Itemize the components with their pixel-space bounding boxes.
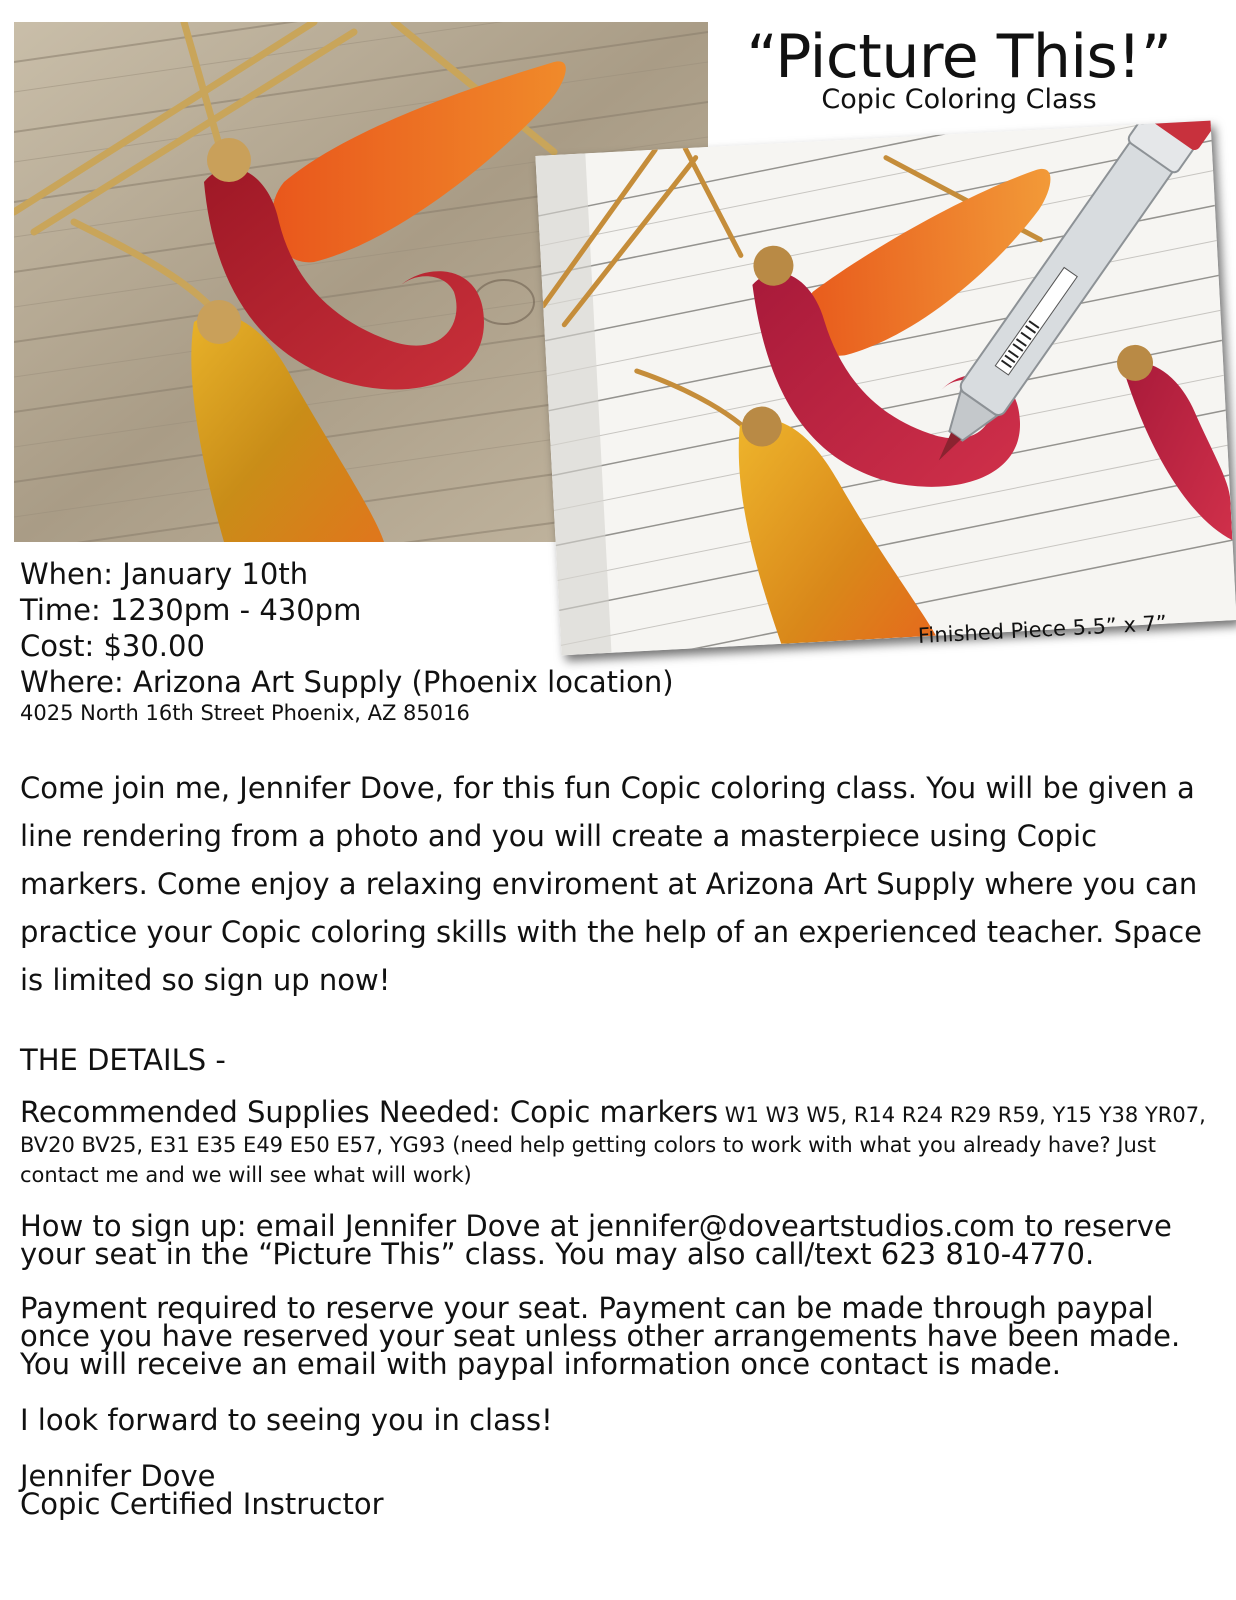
signup-paragraph: How to sign up: email Jennifer Dove at jennifer@doveartstudios.com to reserve your seat in the “Picture This” class. You may also call/text 623 810-4770. [20,1209,1172,1271]
signature-title: Copic Certified Instructor [20,1487,384,1521]
info-cost: Cost: $30.00 [20,629,205,663]
info-where: Where: Arizona Art Supply (Phoenix location) [20,665,674,699]
info-when: When: January 10th [20,557,309,591]
info-time: Time: 1230pm - 430pm [20,593,362,627]
signature-name: Jennifer Dove [20,1459,216,1493]
details-heading: THE DETAILS - [20,1043,226,1077]
signature [20,1459,1220,1521]
closing-line: I look forward to seeing you in class! [20,1403,553,1437]
page-subtitle: Copic Coloring Class [821,84,1097,115]
page-title: “Picture This!” [746,22,1172,92]
payment-paragraph: Payment required to reserve your seat. Payment can be made through paypal once you have reserved your seat unless other arrangements have been made. You will receive an email with paypal information once contact is made. [20,1291,1181,1381]
supplies-paragraph [20,1095,1220,1191]
intro-paragraph: Come join me, Jennifer Dove, for this fun Copic coloring class. You will be given a line rendering from a photo and you will create a masterpiece using Copic markers. Come enjoy a relaxing enviroment at Arizona Art Supply where you can practice your Copic coloring skills with the help of an experienced teacher. Space is limited so sign up now! [20,771,1202,997]
supplies-list: W1 W3 W5, R14 R24 R29 R59, Y15 Y38 YR07, BV20 BV25, E31 E35 E49 E50 E57, YG93 (need help getting colors to work with what you already have? Just contact me and we will see what will work) [20,1103,1206,1187]
info-address: 4025 North 16th Street Phoenix, AZ 85016 [20,701,470,725]
finished-piece-caption: Finished Piece 5.5” x 7” [917,610,1168,648]
supplies-label: Recommended Supplies Needed: Copic markers [20,1095,719,1129]
class-info [20,556,674,726]
